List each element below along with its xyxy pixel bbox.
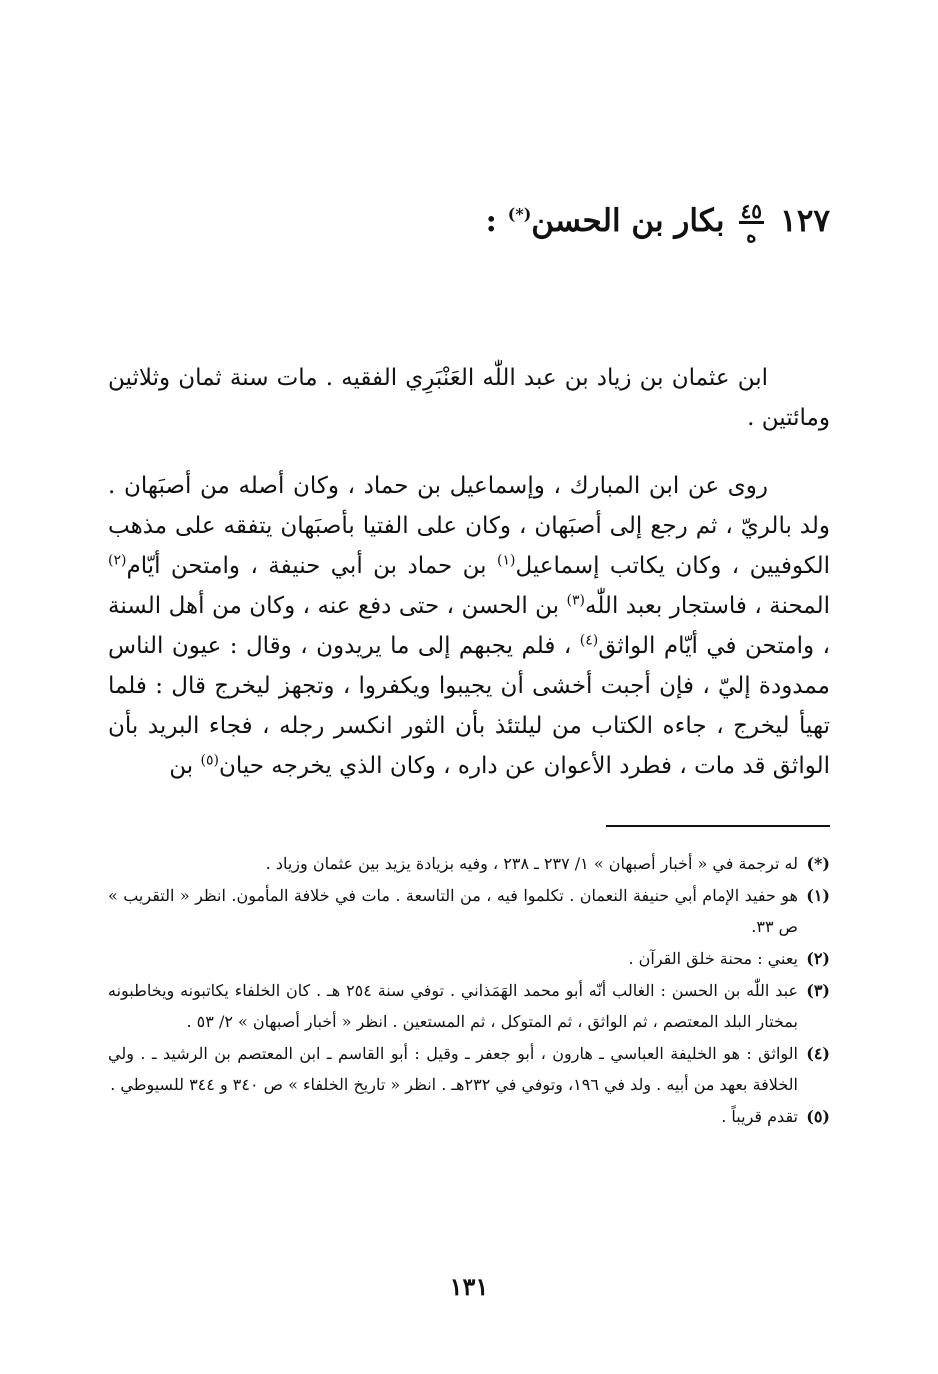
footnote-2 xyxy=(108,943,830,974)
footnote-ref-4[interactable]: (٤) xyxy=(579,632,599,649)
footnote-text: هو حفيد الإمام أبي حنيفة النعمان . تكلموا فيه ، من التاسعة . مات في خلافة المأمون. انظر « التقريب » ص ٣٣. xyxy=(108,886,798,936)
footnote-mark: (٣) xyxy=(806,981,830,1000)
footnote-3 xyxy=(108,975,830,1037)
footnote-mark: (١) xyxy=(806,886,830,905)
hijri-suffix: ه xyxy=(746,222,757,247)
page-number: ١٣١ xyxy=(449,1272,489,1301)
entry-title-ref: (*) xyxy=(507,204,532,224)
entry-heading xyxy=(110,196,830,246)
footnote-ref-3[interactable]: (٣) xyxy=(566,592,585,609)
footnote-ref-2[interactable]: (٢) xyxy=(108,552,127,569)
bio-segment: المحنة ، فاستجار بعبد اللّٰه xyxy=(584,593,830,619)
hijri-year: ٤٥ xyxy=(740,198,763,223)
bio-segment: بن حماد بن أبي حنيفة ، وامتحن أيّام xyxy=(126,553,497,579)
heading-colon: : xyxy=(485,203,497,239)
paragraph-biography xyxy=(108,466,830,786)
bio-segment: بن xyxy=(169,753,201,779)
footnote-ref-5[interactable]: (٥) xyxy=(200,752,219,769)
bio-segment: روى عن ابن المبارك ، وإسماعيل بن حماد ، وكان أصله من أصبَهان . ولد بالريّ ، ثم رجع إلى أصبَهان ، وكان على الفتيا بأصبَهان يتفقه على مذهب الكوفيين ، وكان يكاتب إسماعيل xyxy=(108,473,830,579)
footnote-text: تقدم قريباً . xyxy=(721,1107,798,1126)
footnotes xyxy=(108,848,830,1133)
footnote-4 xyxy=(108,1038,830,1100)
footnote-1 xyxy=(108,880,830,942)
footnote-separator xyxy=(606,825,830,827)
entry-number: ١٢٧ xyxy=(780,203,830,239)
footnote-text: الواثق : هو الخليفة العباسي ـ هارون ، أبو جعفر ـ وقيل : أبو القاسم ـ ابن المعتصم بن الرشيد ـ . ولي الخلافة بعهد من أبيه . ولد في ١٩٦، وتوفي في ٢٣٢هـ . انظر « تاريخ الخلفاء » ص ٣٤٠ و ٣٤٤ للسيوطي . xyxy=(108,1044,798,1094)
footnote-mark: (٢) xyxy=(806,949,830,968)
footnote-mark: (*) xyxy=(806,854,830,873)
entry-title: بكار بن الحسن xyxy=(531,203,725,239)
footnote-mark: (٤) xyxy=(806,1044,830,1063)
hijri-year-badge xyxy=(739,198,764,247)
paragraph-lineage: ابن عثمان بن زياد بن عبد اللّٰه العَنْبَرِي الفقيه . مات سنة ثمان وثلاثين ومائتين . xyxy=(108,365,830,431)
bio-segment: بن الحسن ، حتى دفع عنه ، وكان من أهل السنة ، وامتحن في أيّام الواثق xyxy=(108,593,830,659)
footnote-text: يعني : محنة خلق القرآن . xyxy=(628,949,798,968)
footnote-star xyxy=(108,848,830,879)
bio-segment: ، فلم يجبهم إلى ما يريدون ، وقال : عيون الناس ممدودة إليّ ، فإن أجبت أخشى أن يجيبوا ويكفروا ، وتجهز ليخرج قال : فلما تهيأ ليخرج ، جاءه الكتاب من ليلتئذ بأن الثور انكسر رجله ، فجاء البريد بأن الواثق قد مات ، فطرد الأعوان عن داره ، وكان الذي يخرجه حيان xyxy=(108,633,830,779)
footnote-text: عبد اللّٰه بن الحسن : الغالب أنّه أبو محمد الهَمَذاني . توفي سنة ٢٥٤ هـ . كان الخلفاء يكاتبونه ويخاطبونه بمختار البلد المعتصم ، ثم الواثق ، ثم المتوكل ، ثم المستعين . انظر « أخبار أصبهان » ٢/ ٥٣ . xyxy=(108,981,799,1031)
footnote-5 xyxy=(108,1101,830,1132)
footnote-ref-1[interactable]: (١) xyxy=(496,552,516,569)
body-text xyxy=(108,358,830,786)
footnote-mark: (٥) xyxy=(806,1107,830,1126)
footnote-text: له ترجمة في « أخبار أصبهان » ١/ ٢٣٧ ـ ٢٣٨ ، وفيه بزيادة يزيد بين عثمان وزياد . xyxy=(265,854,798,873)
